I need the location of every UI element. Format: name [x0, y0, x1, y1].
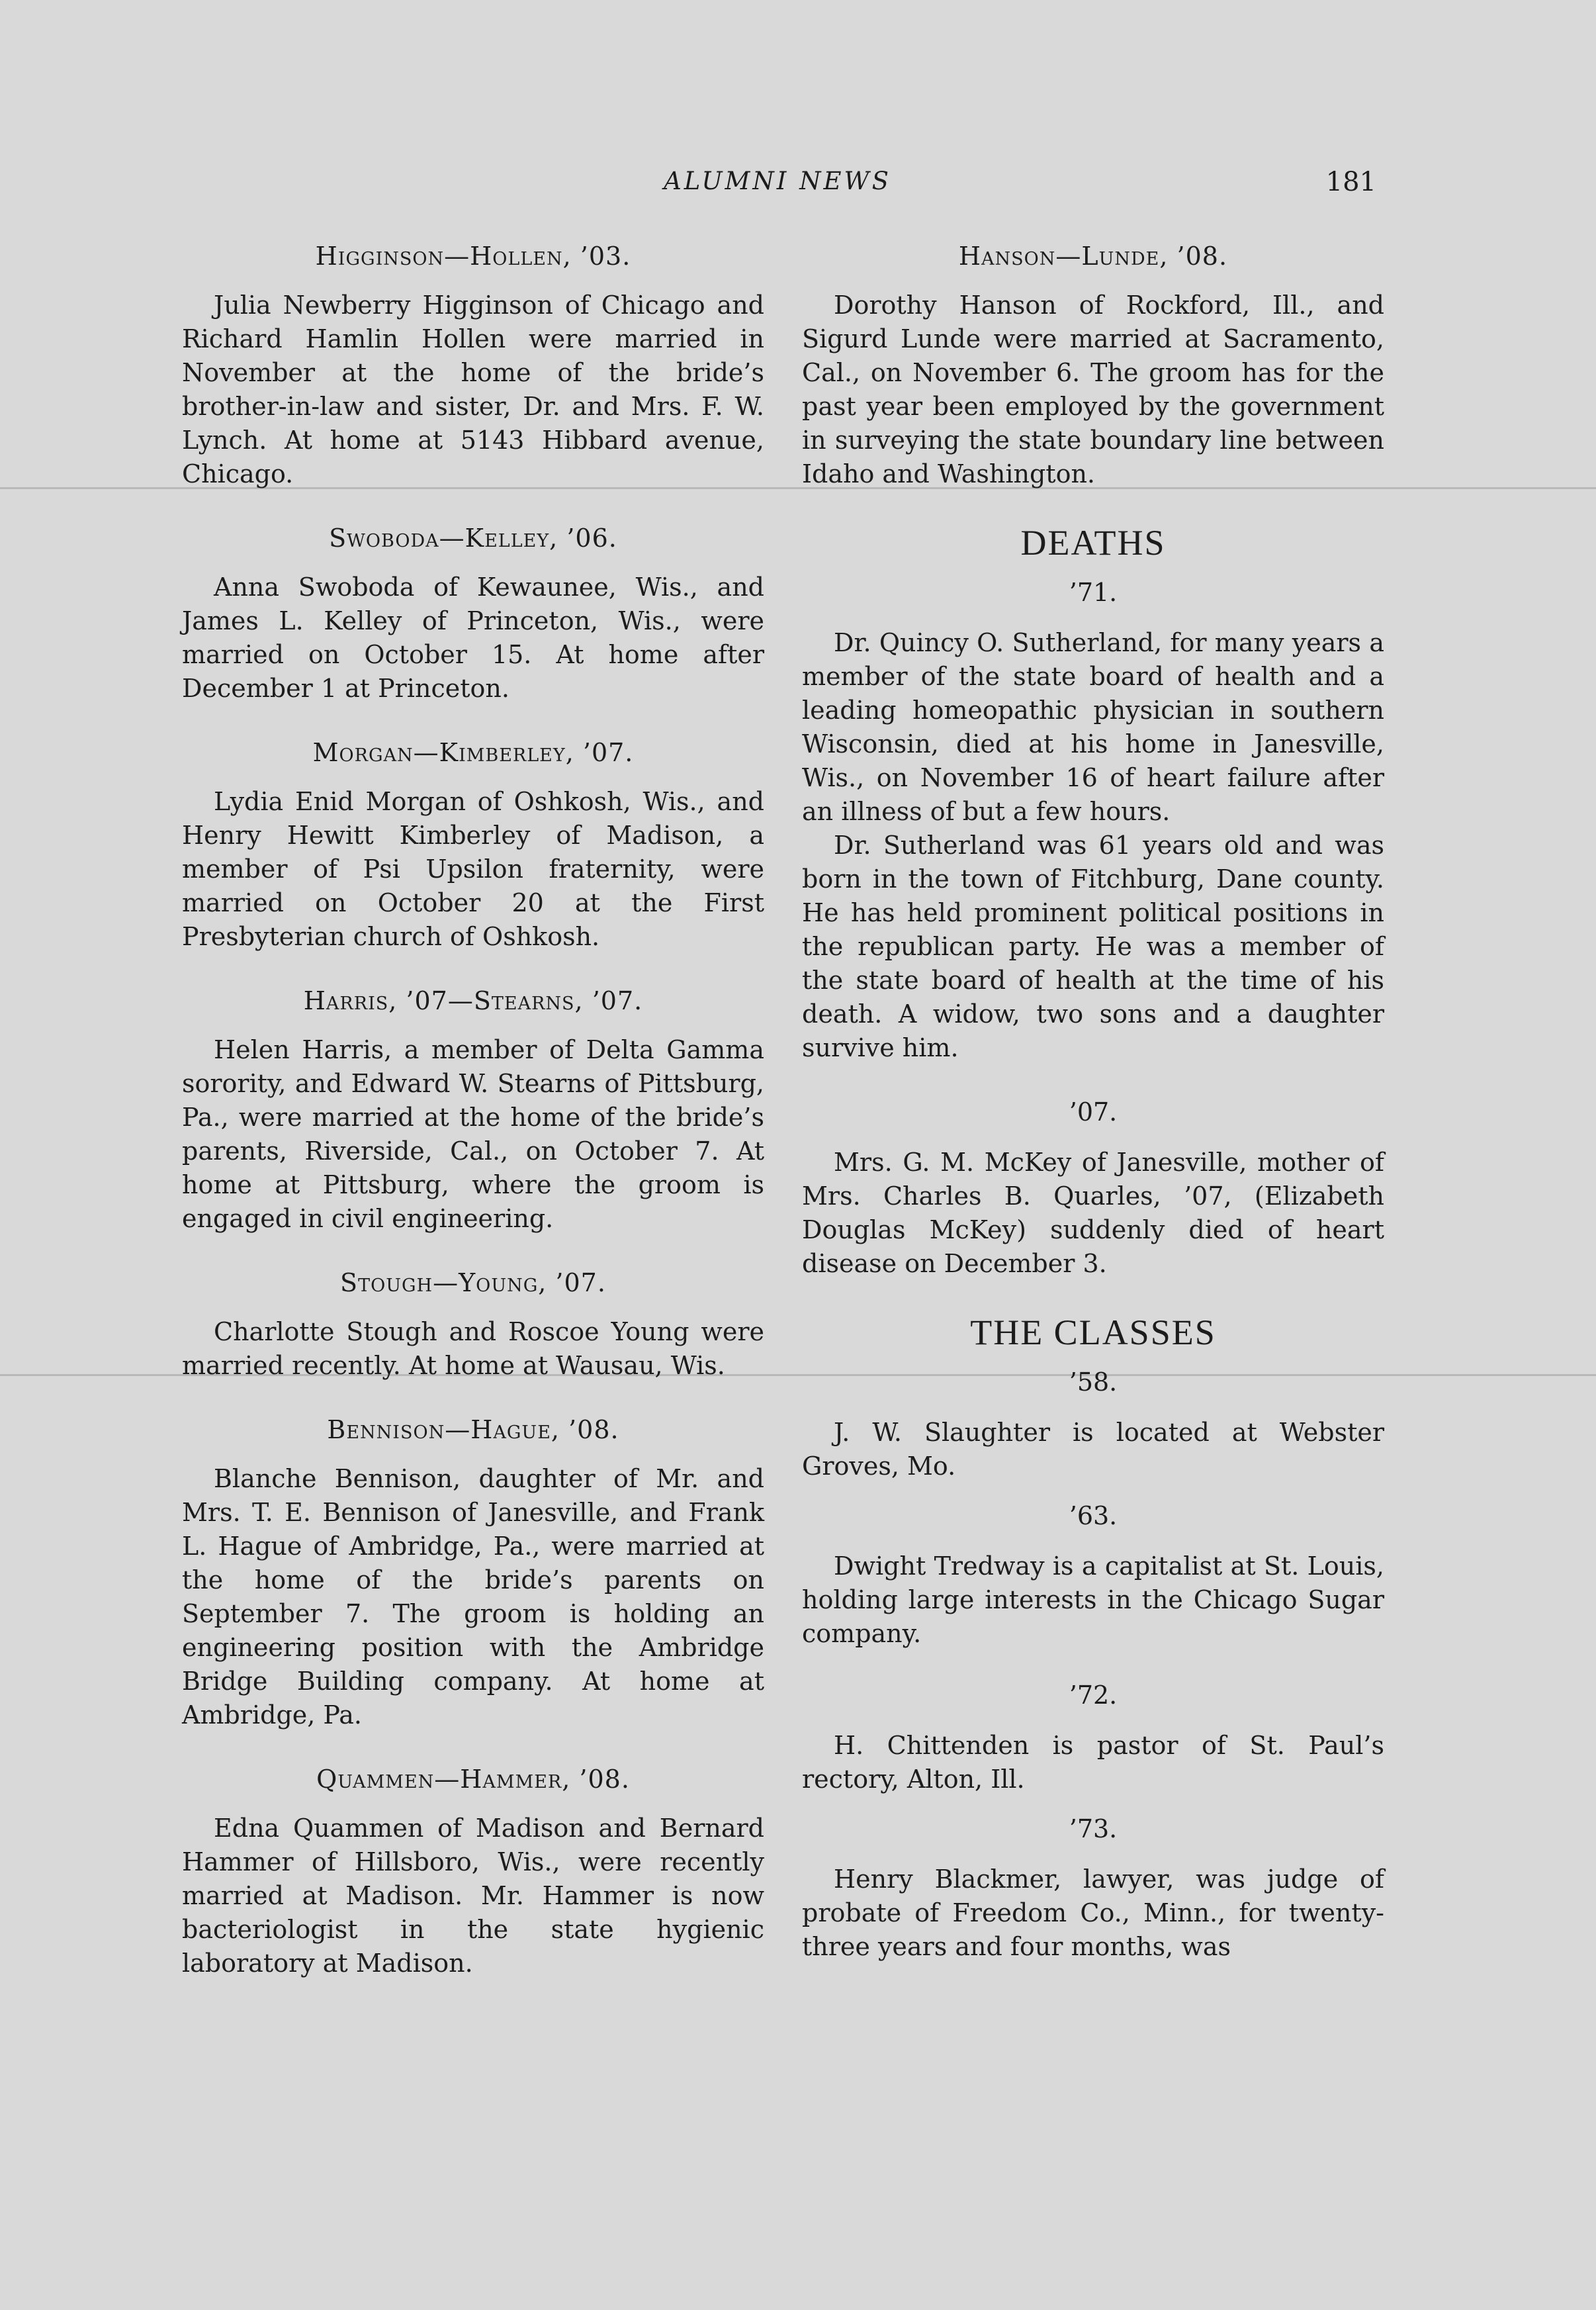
class-note: Henry Blackmer, lawyer, was judge of probate of Freedom Co., Minn., for twenty-three years and four months, was — [802, 1865, 1384, 1961]
entry-text: Helen Harris, a member of Delta Gamma sorority, and Edward W. Stearns of Pittsburg, Pa., were married at the home of the bride’s parents, Riverside, Cal., on October 7. At home at Pittsburg, where the groom is engaged in civil engineering. — [182, 1035, 764, 1233]
obituary-text: Dr. Sutherland was 61 years old and was born in the town of Fitchburg, Dane county. He has held prominent political positions in the republican party. He was a member of the state board of health at the time of his death. A widow, two sons and a daughter survive him. — [802, 831, 1384, 1062]
left-column — [182, 238, 764, 2010]
deaths-title: DEATHS — [1020, 523, 1166, 563]
obituary-text: Dr. Quincy O. Sutherland, for many years a member of the state board of health and a leading homeopathic physician in southern Wisconsin, died at his home in Janesville, Wis., on November 16 of heart failure after an illness of but a few hours. — [802, 628, 1384, 826]
page-header — [179, 167, 1376, 207]
running-head: ALUMNI NEWS — [664, 167, 891, 195]
marriage-entry — [182, 1412, 764, 1732]
class-year: ’71. — [1069, 578, 1118, 607]
obituary-text: Mrs. G. M. McKey of Janesville, mother of Mrs. Charles B. Quarles, ’07, (Elizabeth Douglas McKey) suddenly died of heart disease on December 3. — [802, 1148, 1384, 1278]
class-note: Dwight Tredway is a capitalist at St. Louis, holding large interests in the Chicago Sugar company. — [802, 1551, 1384, 1648]
marriage-entry — [182, 735, 764, 954]
entry-text: Edna Quammen of Madison and Bernard Hammer of Hillsboro, Wis., were recently married at Madison. Mr. Hammer is now bacteriologist in the state hygienic laboratory at Madison. — [182, 1814, 764, 1978]
entry-heading: Hanson—Lunde, ’08. — [958, 242, 1228, 271]
entry-heading: Swoboda—Kelley, ’06. — [329, 524, 617, 553]
marriage-entry — [182, 1265, 764, 1383]
marriage-entry — [182, 983, 764, 1236]
entry-heading: Stough—Young, ’07. — [340, 1268, 606, 1297]
marriage-entry — [182, 1761, 764, 1980]
entry-text: Lydia Enid Morgan of Oshkosh, Wis., and Henry Hewitt Kimberley of Madison, a member of Psi Upsilon fraternity, were married on October 20 at the First Presbyterian church of Oshkosh. — [182, 787, 764, 951]
class-year: ’72. — [1069, 1681, 1118, 1710]
entry-text: Anna Swoboda of Kewaunee, Wis., and James L. Kelley of Princeton, Wis., were married on October 15. At home after December 1 at Princeton. — [182, 573, 764, 703]
entry-heading: Higginson—Hollen, ’03. — [315, 242, 631, 271]
entry-text: Blanche Bennison, daughter of Mr. and Mrs. T. E. Bennison of Janesville, and Frank L. Hague of Ambridge, Pa., were married at the home of the bride’s parents on September 7. The groom is holding an engineering position with the Ambridge Bridge Building company. At home at Ambridge, Pa. — [182, 1464, 764, 1730]
class-year: ’58. — [1069, 1367, 1118, 1397]
marriage-entry — [182, 520, 764, 706]
class-year: ’63. — [1069, 1501, 1118, 1530]
class-year: ’73. — [1069, 1814, 1118, 1843]
entry-text: Dorothy Hanson of Rockford, Ill., and Sigurd Lunde were married at Sacramento, Cal., on November 6. The groom has for the past year been employed by the government in surveying the state boundary line between Idaho and Washington. — [802, 291, 1384, 488]
entry-text: Charlotte Stough and Roscoe Young were married recently. At home at Wausau, Wis. — [182, 1317, 764, 1380]
class-note: J. W. Slaughter is located at Webster Groves, Mo. — [802, 1418, 1384, 1481]
entry-heading: Harris, ’07—Stearns, ’07. — [303, 986, 643, 1015]
entry-text: Julia Newberry Higginson of Chicago and Richard Hamlin Hollen were married in November at the home of the bride’s brother-in-law and sister, Dr. and Mrs. F. W. Lynch. At home at 5143 Hibbard avenue, Chicago. — [182, 291, 764, 488]
entry-heading: Bennison—Hague, ’08. — [327, 1415, 619, 1444]
classes-title: THE CLASSES — [970, 1313, 1216, 1352]
class-note: H. Chittenden is pastor of St. Paul’s rectory, Alton, Ill. — [802, 1731, 1384, 1794]
marriage-entry — [802, 238, 1384, 491]
deaths-section — [802, 520, 1384, 1281]
entry-heading: Quammen—Hammer, ’08. — [316, 1765, 630, 1794]
class-year: ’07. — [1069, 1097, 1118, 1127]
right-column — [802, 238, 1384, 1964]
classes-section — [802, 1310, 1384, 1964]
page-number: 181 — [1325, 167, 1376, 197]
entry-heading: Morgan—Kimberley, ’07. — [312, 738, 634, 767]
marriage-entry — [182, 238, 764, 491]
